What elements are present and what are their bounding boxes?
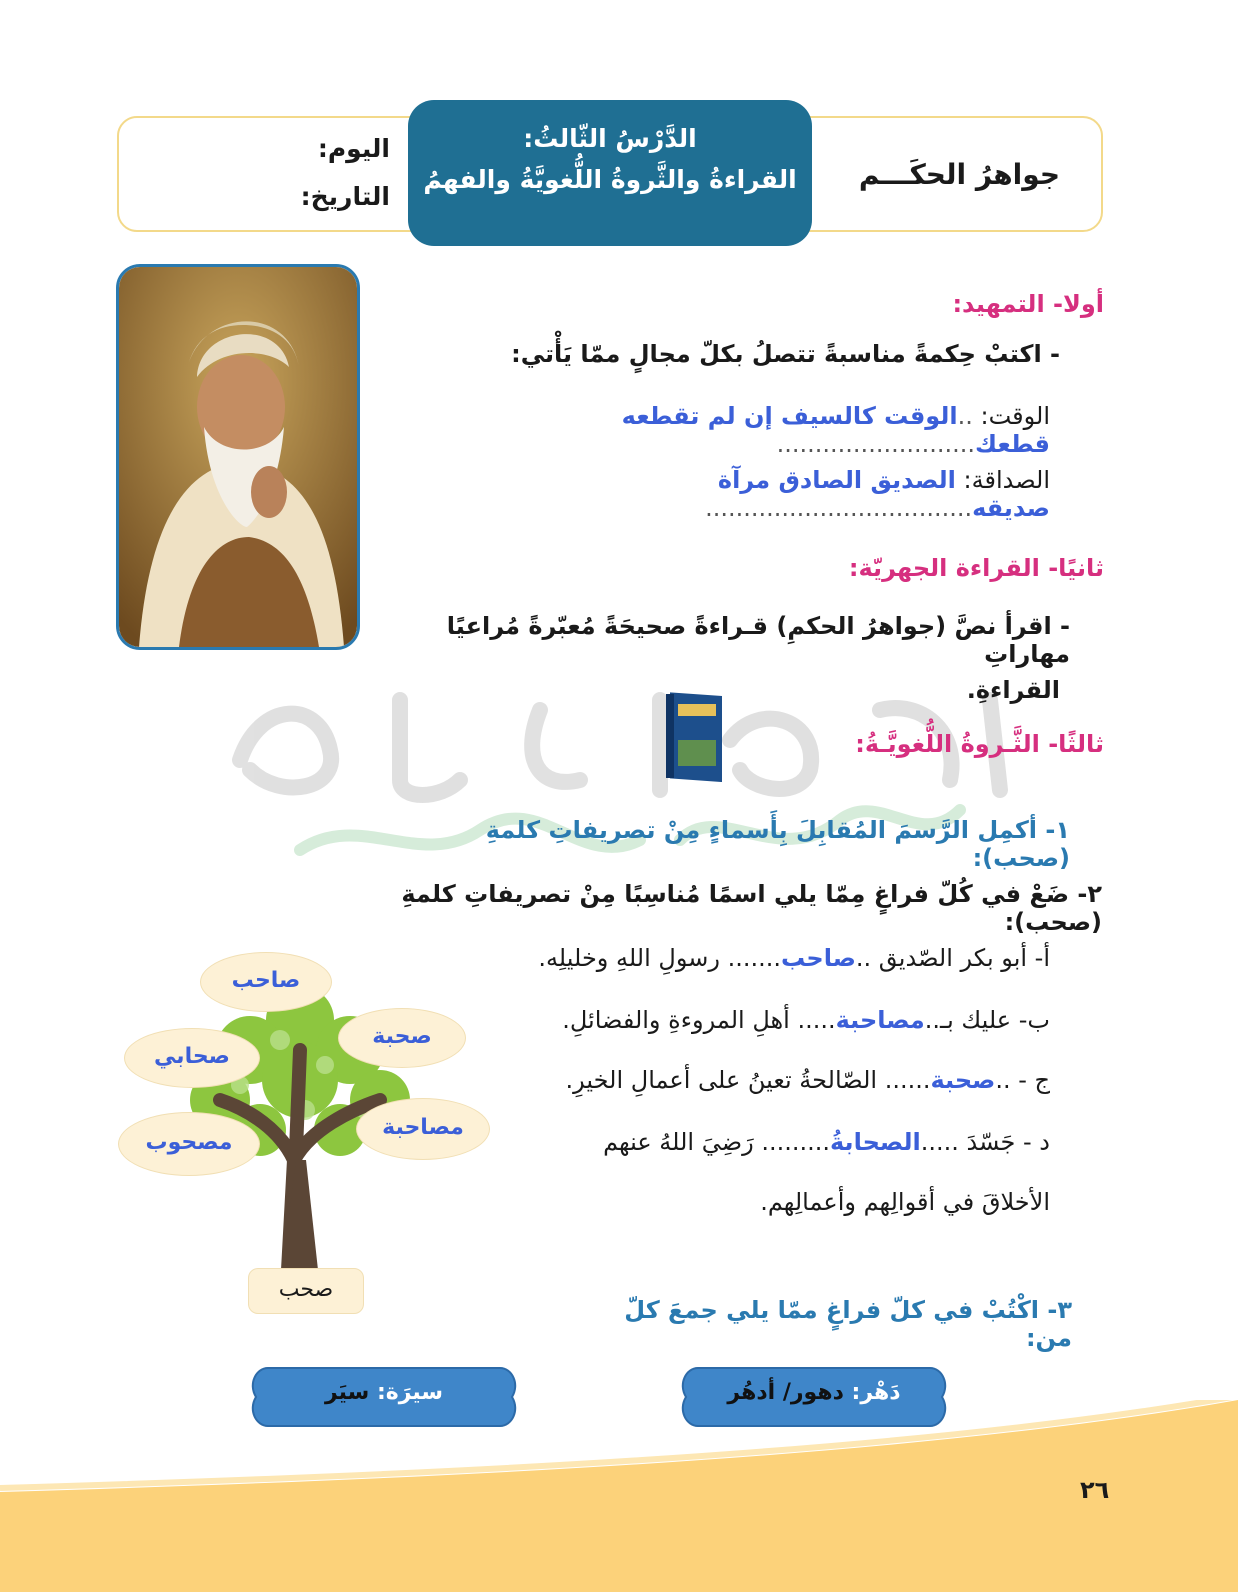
exercise-2-item-d — [480, 1128, 1050, 1156]
lesson-topic: القراءةُ والثَّروةُ اللُّغويَّةُ والفهمُ — [423, 165, 797, 194]
lesson-badge — [408, 100, 812, 246]
tree-leaf-mashub[interactable]: مصحوب — [118, 1112, 260, 1176]
exercise-2-item-c — [480, 1066, 1050, 1094]
exercise-1-instruction: ١- أكمِل الرَّسمَ المُقابِلَ بِأَسماءٍ مِنْ تصريفاتِ كلمةِ (صحب): — [485, 816, 1070, 872]
exercise-2-item-a — [480, 944, 1050, 972]
wisdom-row-time: الوقت: ..الوقت كالسيف إن لم تقطعه قطعك.......................... — [621, 402, 1050, 458]
exercise-2-instruction: ٢- ضَعْ في كُلّ فراغٍ مِمّا يلي اسمًا مُناسِبًا مِنْ تصريفاتِ كلمةِ (صحب): — [401, 880, 1102, 936]
exercise-3-instruction: ٣- اكْتُبْ في كلّ فراغٍ ممّا يلي جمعَ كلّ من: — [624, 1296, 1072, 1352]
wisdom-label-time: الوقت: — [980, 402, 1050, 430]
plural-card-dahr — [678, 1362, 950, 1432]
item-c-prefix: ج - .. — [995, 1066, 1050, 1094]
tree-leaf-sahabi[interactable]: صحابي — [124, 1028, 260, 1088]
lesson-title: جواهرُ الحكَـــم — [858, 158, 1060, 191]
item-d-suffix: ......... رَضِيَ اللهُ عنهم — [603, 1128, 830, 1156]
wisdom-answer-time[interactable]: الوقت كالسيف إن لم تقطعه قطعك — [621, 402, 1050, 458]
item-d-prefix: د - جَسّدَ ..... — [920, 1128, 1050, 1156]
plural-answer-sira[interactable]: سيَر — [324, 1380, 370, 1405]
item-b-prefix: ب- عليك بـ.. — [924, 1006, 1050, 1034]
item-a-prefix: أ- أبو بكر الصّديق .. — [855, 944, 1050, 972]
wisdom-row-friendship: الصداقة: الصديق الصادق مرآة صديقه................................... — [705, 466, 1050, 522]
footer-band — [0, 1400, 1238, 1592]
plural-word-sira: سيرَة: — [376, 1380, 444, 1405]
item-a-answer[interactable]: صاحب — [780, 944, 856, 972]
reading-task-line1: - اقرأ نصَّ (جواهرُ الحكمِ) قـراءةً صحيحَةً مُعبّرةً مُراعيًا مهاراتِ — [446, 612, 1070, 668]
intro-heading: أولا- التمهيد: — [952, 290, 1104, 318]
sage-portrait-image — [116, 264, 360, 650]
day-label: اليوم: — [317, 134, 390, 163]
tree-leaf-suhba[interactable]: صحبة — [338, 1008, 466, 1068]
tree-root-word: صحب — [248, 1268, 364, 1314]
item-b-suffix: ..... أهلِ المروءةِ والفضائلِ. — [562, 1006, 836, 1034]
vocab-heading: ثالثًا- الثَّـروةُ اللُّغويَّـةُ: — [855, 730, 1104, 758]
item-a-suffix: ....... رسولِ اللهِ وخليلِه. — [538, 944, 781, 972]
item-c-suffix: ...... الصّالحةُ تعينُ على أعمالِ الخيرِ. — [565, 1066, 931, 1094]
plural-card-sira — [248, 1362, 520, 1432]
lesson-number: الدَّرْسُ الثّالثُ: — [523, 124, 697, 153]
item-c-answer[interactable]: صحبة — [930, 1066, 996, 1094]
exercise-2-item-d-continued: الأخلاقَ في أقوالِهم وأعمالِهم. — [760, 1188, 1050, 1216]
item-d-answer[interactable]: الصحابةُ — [830, 1128, 921, 1156]
intro-task: - اكتبْ حِكمةً مناسبةً تتصلُ بكلّ مجالٍ ممّا يَأْتي: — [511, 340, 1060, 368]
tree-leaf-musahaba[interactable]: مصاحبة — [356, 1098, 490, 1160]
plural-answer-dahr[interactable]: دهور/ أدهُر — [727, 1380, 844, 1405]
reading-heading: ثانيًا- القراءة الجهريّة: — [848, 554, 1104, 582]
reading-task-line2: القراءةِ. — [966, 676, 1060, 704]
plural-word-dahr: دَهْر: — [851, 1380, 901, 1405]
wisdom-label-friendship: الصداقة: — [963, 466, 1050, 494]
page-number: ٢٦ — [1080, 1476, 1110, 1504]
tree-leaf-sahib[interactable]: صاحب — [200, 952, 332, 1012]
item-b-answer[interactable]: مصاحبة — [835, 1006, 925, 1034]
wisdom-answer-friendship[interactable]: الصديق الصادق مرآة صديقه — [717, 466, 1050, 522]
exercise-2-item-b — [480, 1006, 1050, 1034]
date-label: التاريخ: — [300, 182, 390, 211]
